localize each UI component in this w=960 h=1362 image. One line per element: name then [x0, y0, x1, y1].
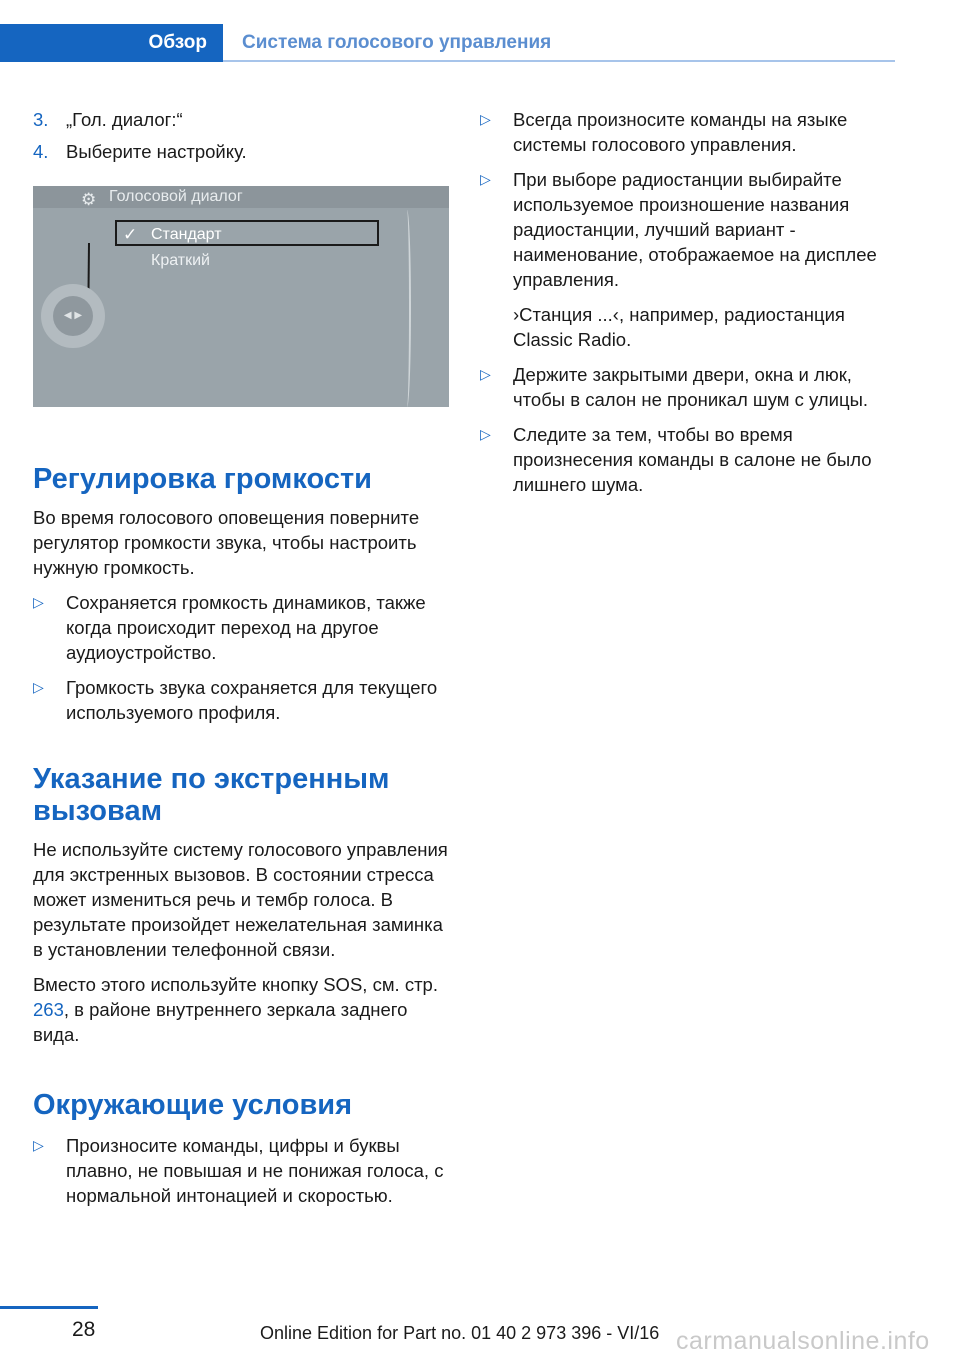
step-item: [33, 107, 449, 132]
option-short: Краткий: [151, 252, 210, 269]
environment-heading: Окружающие условия: [33, 1089, 353, 1121]
bullet-text: Всегда произносите команды на языке системы голосового управления.: [513, 109, 848, 155]
sos-text-end: , в районе внутреннего зеркала заднего вида.: [33, 999, 408, 1045]
section-tab[interactable]: Обзор: [0, 24, 223, 62]
triangle-bullet-icon: ▷: [33, 594, 44, 610]
bullet-text: Держите закрытыми двери, окна и люк, чтобы в салон не проникал шум с улицы.: [513, 364, 869, 410]
bullet-item: [33, 1133, 449, 1208]
bullet-item: [480, 167, 896, 292]
triangle-bullet-icon: ▷: [33, 679, 44, 695]
page-number: 28: [72, 1318, 96, 1341]
bullet-text: Следите за тем, чтобы во время произнесения команды в салоне не было лишнего шума.: [513, 424, 872, 495]
step-number: 4.: [33, 141, 49, 162]
triangle-bullet-icon: ▷: [480, 366, 491, 382]
bullet-item: [480, 422, 896, 497]
watermark: carmanualsonline.info: [676, 1327, 930, 1355]
emergency-sos-paragraph: [33, 972, 449, 1047]
step-item: [33, 139, 449, 164]
edition-text: Online Edition for Part no. 01 40 2 973 396 - VI/16: [260, 1323, 660, 1343]
checkmark-icon: ✓: [123, 225, 138, 244]
right-column: [480, 107, 896, 507]
step-text: Выберите настройку.: [66, 141, 247, 162]
triangle-bullet-icon: ▷: [33, 1137, 44, 1153]
triangle-bullet-icon: ▷: [480, 111, 491, 127]
bullet-text: Произносите команды, цифры и буквы плавно, не повышая и не понижая голоса, с нормальной интонацией и скоростью.: [66, 1135, 444, 1206]
header-divider: [223, 60, 895, 62]
emergency-paragraph: Не используйте систему голосового управления для экстренных вызовов. В состоянии стресса может измениться речь и тембр голоса. В результате произойдет нежелательная заминка в установлении телефонной связи.: [33, 839, 448, 960]
example-text: ›Станция ...‹, например, радиостанция Classic Radio.: [513, 304, 845, 350]
bullet-item: [33, 675, 449, 725]
page-header: [0, 24, 895, 62]
bullet-item: [480, 107, 896, 157]
footer-accent-line: [0, 1306, 98, 1309]
option-standard: Стандарт: [151, 226, 222, 243]
left-column: [33, 107, 449, 1218]
screen-title: Голосовой диалог: [109, 188, 243, 205]
settings-icon: ⚙: [81, 190, 97, 209]
controller-center-icon: ◀ ▶: [53, 296, 93, 336]
step-text: „Гол. диалог:“: [66, 109, 183, 130]
step-number: 3.: [33, 109, 49, 130]
triangle-bullet-icon: ▷: [480, 171, 491, 187]
sos-text: Вместо этого используйте кнопку SOS, см. стр.: [33, 974, 438, 995]
bullet-item: [33, 590, 449, 665]
chapter-title[interactable]: Система голосового управления: [242, 32, 552, 53]
bullet-item: [480, 362, 896, 412]
bullet-text: Громкость звука сохраняется для текущего используемого профиля.: [66, 677, 438, 723]
display-screenshot: [33, 186, 449, 407]
triangle-bullet-icon: ▷: [480, 426, 491, 442]
volume-heading: Регулировка громкости: [33, 463, 372, 495]
bullet-text: При выборе радиостанции выбирайте используемое произношение названия радиостанции, лучший вариант - наименование, отображаемое на дисплее управления.: [513, 169, 877, 290]
volume-paragraph: Во время голосового оповещения поверните регулятор громкости звука, чтобы настроить нужную громкость.: [33, 507, 420, 578]
bullet-text: Сохраняется громкость динамиков, также когда происходит переход на другое аудиоустройство.: [66, 592, 426, 663]
emergency-heading: Указание по экстренным вызовам: [33, 763, 390, 827]
screen-rail: [395, 210, 411, 407]
page-link[interactable]: 263: [33, 999, 64, 1020]
